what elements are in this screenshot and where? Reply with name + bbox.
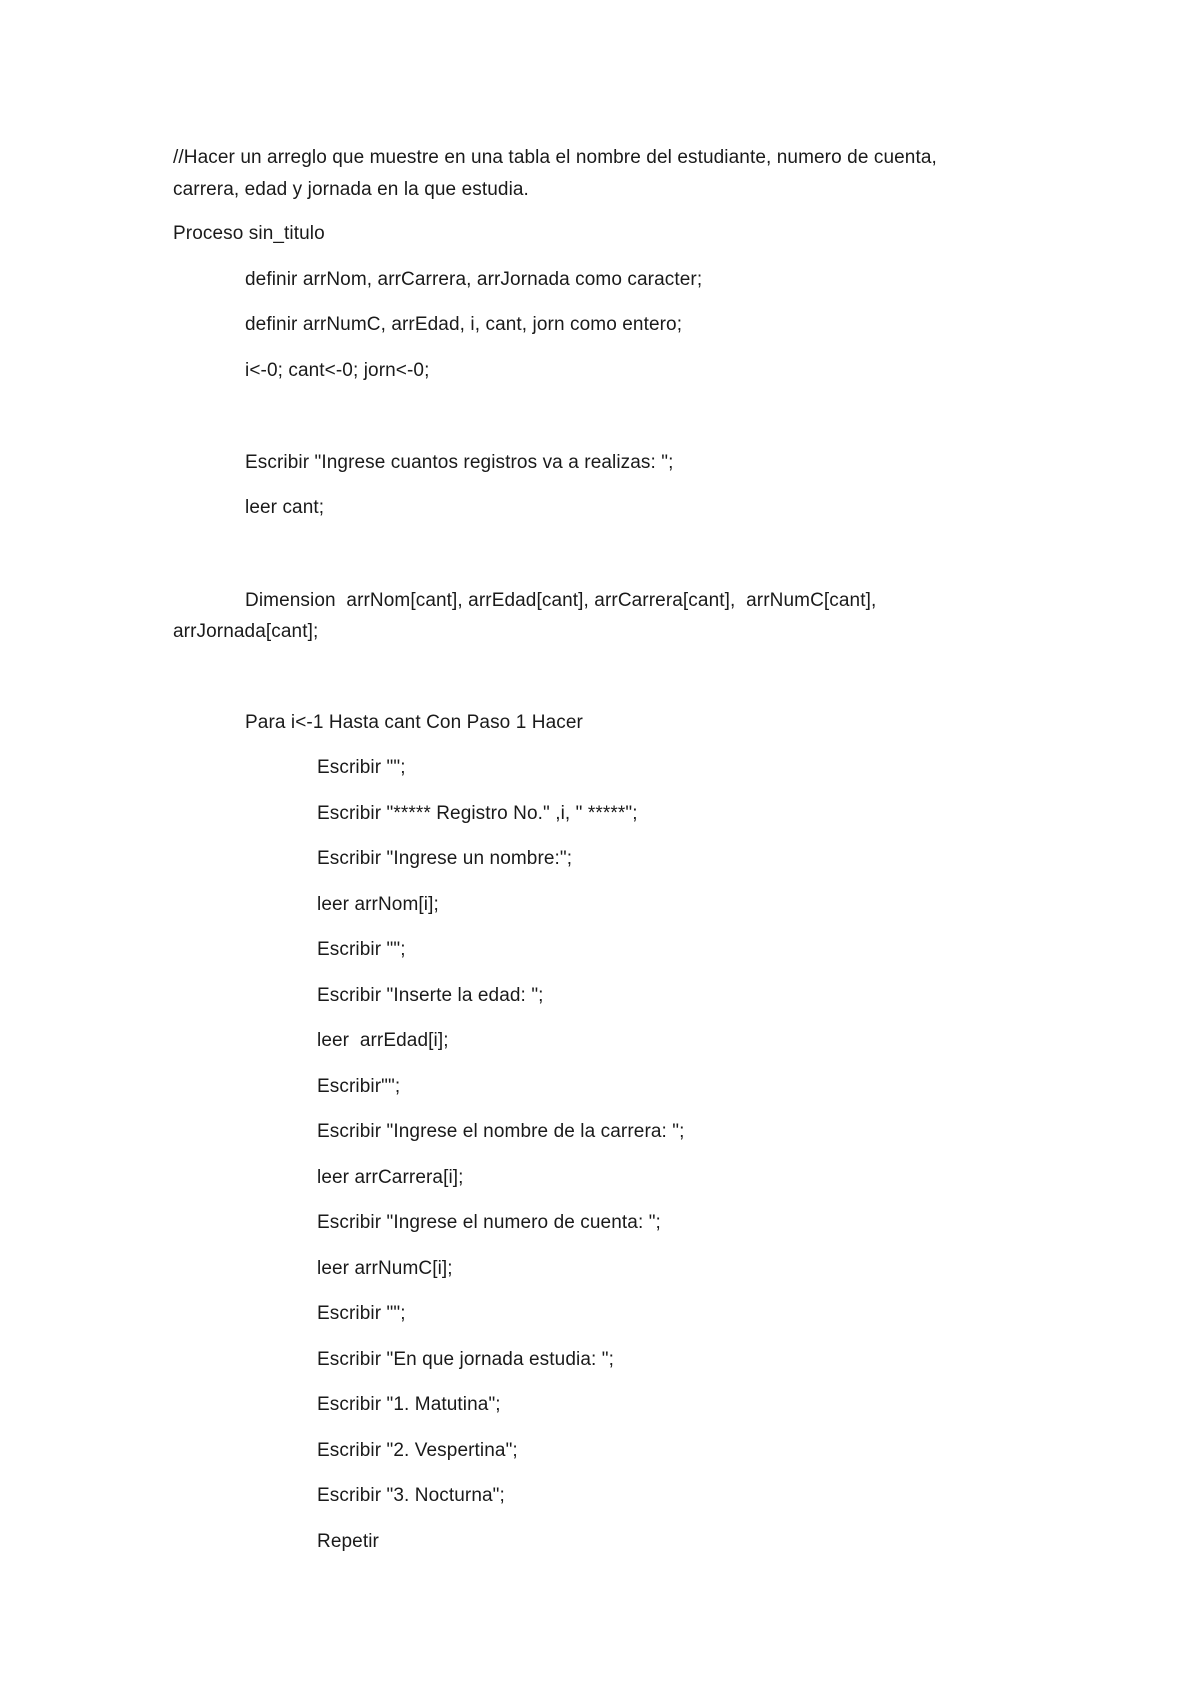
loop-body-line: Escribir "1. Matutina"; [317,1394,501,1415]
loop-body-line: Escribir ""; [317,757,406,778]
loop-body-line: Escribir ""; [317,939,406,960]
loop-body-line: Escribir "Inserte la edad: "; [317,985,544,1006]
comment-line-2: carrera, edad y jornada en la que estudia. [173,179,529,200]
loop-body-line: Escribir "3. Nocturna"; [317,1485,505,1506]
loop-body-line: Escribir "Ingrese un nombre:"; [317,848,573,869]
process-header: Proceso sin_titulo [173,223,325,244]
loop-body-line: Repetir [317,1531,379,1552]
dimension-line-1: Dimension arrNom[cant], arrEdad[cant], arrCarrera[cant], arrNumC[cant], [245,590,877,611]
init-vars-line: i<-0; cant<-0; jorn<-0; [245,360,430,381]
loop-body-line: Escribir "2. Vespertina"; [317,1440,518,1461]
loop-header: Para i<-1 Hasta cant Con Paso 1 Hacer [245,712,583,733]
loop-body-line: Escribir "En que jornada estudia: "; [317,1349,614,1370]
declare-chars-line: definir arrNom, arrCarrera, arrJornada como caracter; [245,269,703,290]
loop-body-line: leer arrCarrera[i]; [317,1167,464,1188]
declare-ints-line: definir arrNumC, arrEdad, i, cant, jorn como entero; [245,314,683,335]
dimension-line-2: arrJornada[cant]; [173,621,319,642]
loop-body-line: leer arrNom[i]; [317,894,439,915]
read-count-line: leer cant; [245,497,325,518]
loop-body-line: Escribir "Ingrese el nombre de la carrera: "; [317,1121,685,1142]
loop-body-line: Escribir "Ingrese el numero de cuenta: "; [317,1212,661,1233]
comment-line-1: //Hacer un arreglo que muestre en una tabla el nombre del estudiante, numero de cuenta, [173,147,937,168]
loop-body-line: Escribir""; [317,1076,401,1097]
loop-body-line: Escribir "***** Registro No." ,i, " *****"; [317,803,638,824]
loop-body-line: leer arrNumC[i]; [317,1258,453,1279]
loop-body-line: Escribir ""; [317,1303,406,1324]
loop-body-line: leer arrEdad[i]; [317,1030,449,1051]
prompt-count-line: Escribir "Ingrese cuantos registros va a realizas: "; [245,452,674,473]
